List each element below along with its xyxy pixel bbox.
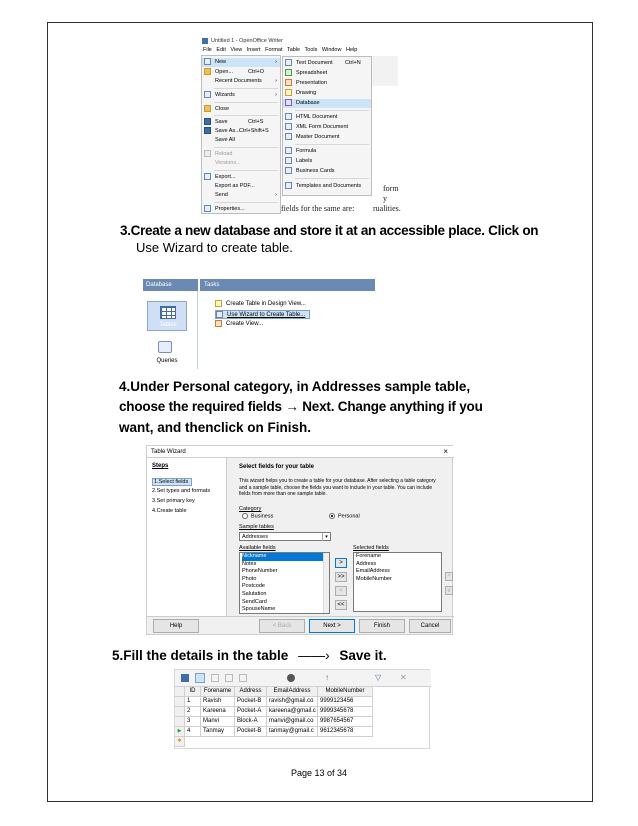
menu-item-label: Presentation [296, 80, 327, 86]
business-radio[interactable] [242, 513, 273, 519]
file-menu [201, 55, 281, 214]
list-item[interactable]: MobileNumber [356, 575, 392, 582]
wizard-icon [204, 91, 211, 98]
column-header[interactable]: ID [185, 687, 201, 697]
sample-tables-label: Sample tables [239, 524, 274, 530]
column-header[interactable]: Address [235, 687, 267, 697]
menu-item-open[interactable] [202, 68, 280, 77]
column-header[interactable]: MobileNumber [318, 687, 373, 697]
new-submenu [282, 56, 372, 196]
document-bg-text-3: fields for the same are: [281, 204, 355, 213]
row-header[interactable] [175, 717, 185, 727]
radio-label: Personal [338, 513, 360, 520]
menu-table[interactable]: Table [286, 47, 301, 53]
app-title: Untitled 1 - OpenOffice Writer [211, 38, 283, 44]
steps-panel [147, 458, 227, 616]
bg-text-line: form y [383, 184, 399, 203]
menu-separator [295, 144, 369, 145]
data-grid [175, 687, 431, 750]
table-cell[interactable]: Pocket-B [235, 697, 267, 707]
app-title-bar [201, 36, 398, 46]
step-select-fields[interactable]: 1.Select fields [152, 478, 192, 486]
list-item[interactable]: Photo [242, 575, 257, 582]
save-as-icon [204, 127, 211, 134]
step4-line2: choose the required fields → Next. Change anything if you [119, 399, 483, 414]
file-menu-screenshot [201, 36, 401, 214]
chevron-down-icon: ▾ [322, 533, 330, 541]
new-icon [204, 58, 211, 65]
toolbar-bg [371, 56, 398, 86]
task-use-wizard[interactable] [215, 310, 310, 319]
submenu-formula[interactable] [283, 147, 371, 156]
menu-item-label: Versions... [215, 160, 241, 166]
table-cell[interactable]: Ravish [201, 697, 235, 707]
menu-separator [214, 147, 278, 148]
table-cell[interactable]: Tanmay [201, 727, 235, 737]
menu-file[interactable]: File [203, 47, 212, 53]
help-button[interactable]: Help [153, 619, 199, 633]
menu-item-label: Text Document [296, 60, 333, 66]
menu-tools[interactable]: Tools [304, 47, 318, 53]
table-cell[interactable]: 9999345678 [318, 707, 373, 717]
folder-icon [204, 68, 211, 75]
step-create-table[interactable]: 4.Create table [152, 508, 187, 514]
menu-item-label: Export... [215, 174, 236, 180]
menu-separator [214, 170, 278, 171]
menu-item-save-all[interactable] [202, 136, 280, 145]
list-item[interactable]: Forename [356, 553, 382, 559]
step5-text: 5.Fill the details in the table [112, 648, 289, 663]
table-cell[interactable]: 1 [185, 697, 201, 707]
task-create-view[interactable] [215, 320, 263, 329]
submenu-text-document[interactable] [283, 59, 371, 68]
move-all-left-button[interactable]: << [335, 600, 347, 610]
table-cell[interactable]: ravish@gmail.co [267, 697, 318, 707]
table-cell[interactable]: 2 [185, 707, 201, 717]
close-icon[interactable]: × [443, 447, 448, 456]
table-cell[interactable]: Kareena [201, 707, 235, 717]
task-label: Create Table in Design View... [226, 301, 306, 307]
bg-text-line: rualities. [373, 204, 401, 213]
arrow: ——› [298, 648, 330, 663]
menu-item-label: Recent Documents [215, 78, 262, 84]
scrollbar[interactable] [323, 553, 329, 613]
table-cell[interactable]: Pocket-A [235, 707, 267, 717]
category-label: Category [239, 506, 262, 512]
step-types-formats[interactable]: 2.Set types and formats [152, 488, 211, 494]
spreadsheet-icon [285, 69, 292, 76]
menu-edit[interactable]: Edit [216, 47, 226, 53]
menu-item-wizards[interactable] [202, 91, 280, 100]
formula-icon [285, 147, 292, 154]
personal-radio[interactable] [329, 513, 360, 519]
available-fields-list[interactable] [239, 552, 330, 614]
menu-item-label: Save [215, 119, 228, 125]
design-view-icon [215, 300, 222, 307]
table-icon [160, 306, 176, 319]
page-footer [0, 768, 638, 778]
master-document-icon [285, 133, 292, 140]
column-header[interactable]: EmailAddress [267, 687, 318, 697]
menu-separator [295, 110, 369, 111]
submenu-drawing[interactable] [283, 89, 371, 98]
menu-item-reload[interactable] [202, 150, 280, 159]
menu-item-label: Business Cards [296, 168, 335, 174]
step5-heading [112, 646, 387, 666]
table-cell[interactable]: tanmay@gmail.c [267, 727, 318, 737]
menu-separator [214, 115, 278, 116]
back-button[interactable]: < Back [259, 619, 305, 633]
submenu-presentation[interactable] [283, 79, 371, 88]
step3-heading: 3.Create a new database and store it at an accessible place. Click on [120, 223, 539, 238]
labels-icon [285, 157, 292, 164]
menu-item-label: Database [296, 100, 320, 106]
business-cards-icon [285, 167, 292, 174]
shortcut-label: Ctrl+O [248, 69, 265, 75]
database-tasks-screenshot [143, 279, 375, 369]
paste-icon[interactable] [239, 674, 247, 682]
menu-item-new[interactable] [202, 58, 280, 67]
menu-item-properties[interactable] [202, 205, 280, 214]
tables-label: Tables [159, 322, 177, 328]
task-label: Create View... [226, 321, 264, 327]
menu-item-close[interactable] [202, 105, 280, 114]
menu-item-label: HTML Document [296, 114, 338, 120]
submenu-spreadsheet[interactable] [283, 69, 371, 78]
list-item[interactable]: Salutation [242, 590, 267, 597]
menu-item-label: Wizards [215, 92, 235, 98]
step-primary-key[interactable]: 3.Set primary key [152, 498, 195, 504]
page-of: of [324, 768, 338, 778]
submenu-arrow-icon: › [275, 192, 277, 198]
move-all-right-button[interactable]: >> [335, 572, 347, 582]
table-cell[interactable]: Manvi [201, 717, 235, 727]
save-icon [204, 118, 211, 125]
menu-item-recent[interactable] [202, 77, 280, 86]
list-item[interactable]: Address [356, 560, 377, 567]
column-header[interactable]: Forename [201, 687, 235, 697]
save-record-icon[interactable] [181, 674, 189, 682]
menu-item-label: Master Document [296, 134, 340, 140]
view-icon [215, 320, 222, 327]
menu-separator [214, 202, 278, 203]
row-header[interactable]: ▶ [175, 727, 185, 737]
menu-item-label: Save All [215, 137, 235, 143]
menu-item-label: New [215, 59, 227, 65]
find-icon[interactable] [287, 674, 295, 682]
presentation-icon [285, 79, 292, 86]
submenu-templates[interactable] [283, 182, 371, 191]
menu-item-save-as[interactable] [202, 127, 280, 136]
menu-item-versions[interactable] [202, 159, 280, 168]
templates-icon [285, 182, 292, 189]
menu-separator [214, 102, 278, 103]
table-cell[interactable]: Block-A [235, 717, 267, 727]
submenu-xml-form[interactable] [283, 123, 371, 132]
table-data-screenshot [174, 669, 430, 749]
selected-fields-label: Selected fields [353, 545, 389, 551]
wizard-title-bar [147, 446, 454, 458]
move-up-button[interactable]: ^ [445, 572, 453, 581]
row-header[interactable] [175, 697, 185, 707]
step5-save: Save it. [339, 648, 387, 663]
menu-view[interactable]: View [230, 47, 243, 53]
menubar [201, 46, 398, 55]
queries-label[interactable]: Queries [156, 358, 178, 364]
submenu-master-document[interactable] [283, 133, 371, 142]
wizard-icon [216, 311, 223, 318]
wizard-footer-separator [147, 616, 454, 617]
menu-item-save[interactable] [202, 118, 280, 127]
list-item[interactable]: Postcode [242, 583, 265, 590]
properties-icon [204, 205, 211, 212]
wizard-title: Table Wizard [151, 449, 186, 455]
menu-item-label: Drawing [296, 90, 317, 96]
menu-separator [295, 178, 369, 179]
submenu-labels[interactable] [283, 157, 371, 166]
text-document-icon [285, 59, 292, 66]
menu-item-send[interactable] [202, 191, 280, 200]
tasks-header: Tasks [200, 279, 375, 291]
menu-item-label: Properties... [215, 206, 245, 212]
menu-item-label: Export as PDF... [215, 183, 255, 189]
reload-icon [204, 150, 211, 157]
menu-item-label: Save As... [215, 128, 240, 134]
menu-item-label: Close [215, 106, 230, 112]
submenu-business-cards[interactable] [283, 167, 371, 176]
period: . [289, 240, 293, 255]
wizard-description: This wizard helps you to create a table for your database. After selecting a table category and a sample table, choose the fields you want to include in your table. You can include fields from more than one sample table. [239, 478, 436, 497]
submenu-arrow-icon: › [275, 59, 277, 65]
task-create-design-view[interactable] [215, 300, 306, 309]
cut-icon[interactable] [211, 674, 219, 682]
edit-icon[interactable] [195, 673, 205, 683]
page-number: 13 [314, 768, 325, 778]
radio-checked-icon [329, 513, 335, 519]
menu-item-label: Send [215, 192, 228, 198]
next-button[interactable]: Next > [309, 619, 355, 633]
submenu-html-document[interactable] [283, 113, 371, 122]
close-icon [204, 105, 211, 112]
menu-format[interactable]: Format [265, 47, 283, 53]
xml-form-icon [285, 123, 292, 130]
menu-help[interactable]: Help [346, 47, 358, 53]
use-wizard-text: Use Wizard to create table [136, 240, 290, 255]
move-down-button[interactable]: v [445, 586, 453, 595]
table-cell[interactable]: 3 [185, 717, 201, 727]
database-icon [285, 99, 292, 106]
shortcut-label: Ctrl+Shift+S [239, 128, 269, 134]
list-item[interactable]: EmailAddress [356, 568, 390, 575]
list-item[interactable]: PhoneNumber [242, 568, 278, 575]
selected-value: Addresses [242, 534, 268, 540]
list-item[interactable]: Nickname [242, 553, 329, 561]
shortcut-label: Ctrl+S [248, 119, 264, 125]
step4-line1: 4.Under Personal category, in Addresses sample table, [119, 379, 471, 394]
export-icon [204, 173, 211, 180]
task-label: Use Wizard to Create Table... [227, 312, 306, 318]
sort-ascending-icon[interactable]: ↑ [325, 673, 329, 682]
table-cell[interactable]: 9987654567 [318, 717, 373, 727]
menu-item-label: Templates and Documents [296, 183, 362, 189]
drawing-icon [285, 89, 292, 96]
shortcut-label: Ctrl+N [345, 60, 361, 66]
table-cell[interactable]: 9612345678 [318, 727, 373, 737]
table-toolbar [175, 670, 431, 687]
steps-header: Steps [152, 463, 169, 469]
move-left-button[interactable]: < [335, 586, 347, 596]
submenu-arrow-icon: › [275, 92, 277, 98]
row-header[interactable] [175, 707, 185, 717]
radio-icon [242, 513, 248, 519]
menu-separator [214, 88, 278, 89]
menu-item-label: Spreadsheet [296, 70, 328, 76]
new-row-header[interactable]: ✱ [175, 737, 185, 747]
filter-icon[interactable]: ▽ [375, 673, 382, 682]
database-panel-header: Database [143, 279, 198, 291]
remove-filter-icon[interactable]: ✕ [400, 673, 407, 682]
copy-icon[interactable] [225, 674, 233, 682]
selected-fields-list[interactable] [353, 552, 442, 612]
list-item[interactable]: SpouseName [242, 606, 276, 613]
table-cell[interactable]: 4 [185, 727, 201, 737]
submenu-database[interactable] [283, 99, 371, 108]
finish-button[interactable]: Finish [359, 619, 405, 633]
cancel-button[interactable]: Cancel [409, 619, 451, 633]
step3-subtext [136, 238, 293, 258]
tables-button[interactable] [147, 301, 187, 331]
table-wizard-dialog [146, 445, 453, 635]
page-prefix: Page [290, 768, 315, 778]
move-right-button[interactable]: > [335, 558, 347, 568]
corner-cell [175, 687, 185, 697]
html-document-icon [285, 113, 292, 120]
menu-item-label: Reload [215, 151, 233, 157]
menu-window[interactable]: Window [321, 47, 342, 53]
submenu-arrow-icon: › [275, 78, 277, 84]
menu-item-label: Labels [296, 158, 313, 164]
page-total: 34 [337, 768, 348, 778]
menu-item-export-pdf[interactable] [202, 182, 280, 191]
table-cell[interactable]: manvi@gmail.co [267, 717, 318, 727]
menu-item-export[interactable] [202, 173, 280, 182]
menu-item-label: XML Form Document [296, 124, 349, 130]
list-item[interactable]: Notes [242, 560, 257, 567]
menu-item-label: Formula [296, 148, 317, 154]
menu-item-label: Open... [215, 69, 234, 75]
wizard-heading: Select fields for your table [239, 464, 315, 470]
available-fields-label: Available fields [239, 545, 276, 551]
menu-insert[interactable]: Insert [246, 47, 261, 53]
radio-label: Business [251, 513, 274, 520]
writer-icon [202, 38, 208, 44]
table-cell[interactable]: 9999123456 [318, 697, 373, 707]
step4-line3: want, and thenclick on Finish. [119, 420, 312, 435]
list-item[interactable]: SendCard [242, 598, 267, 605]
sample-tables-select[interactable] [239, 532, 331, 541]
table-cell[interactable]: Pocket-B [235, 727, 267, 737]
table-cell[interactable]: kareena@gmail.c [267, 707, 318, 717]
queries-icon [158, 341, 172, 353]
